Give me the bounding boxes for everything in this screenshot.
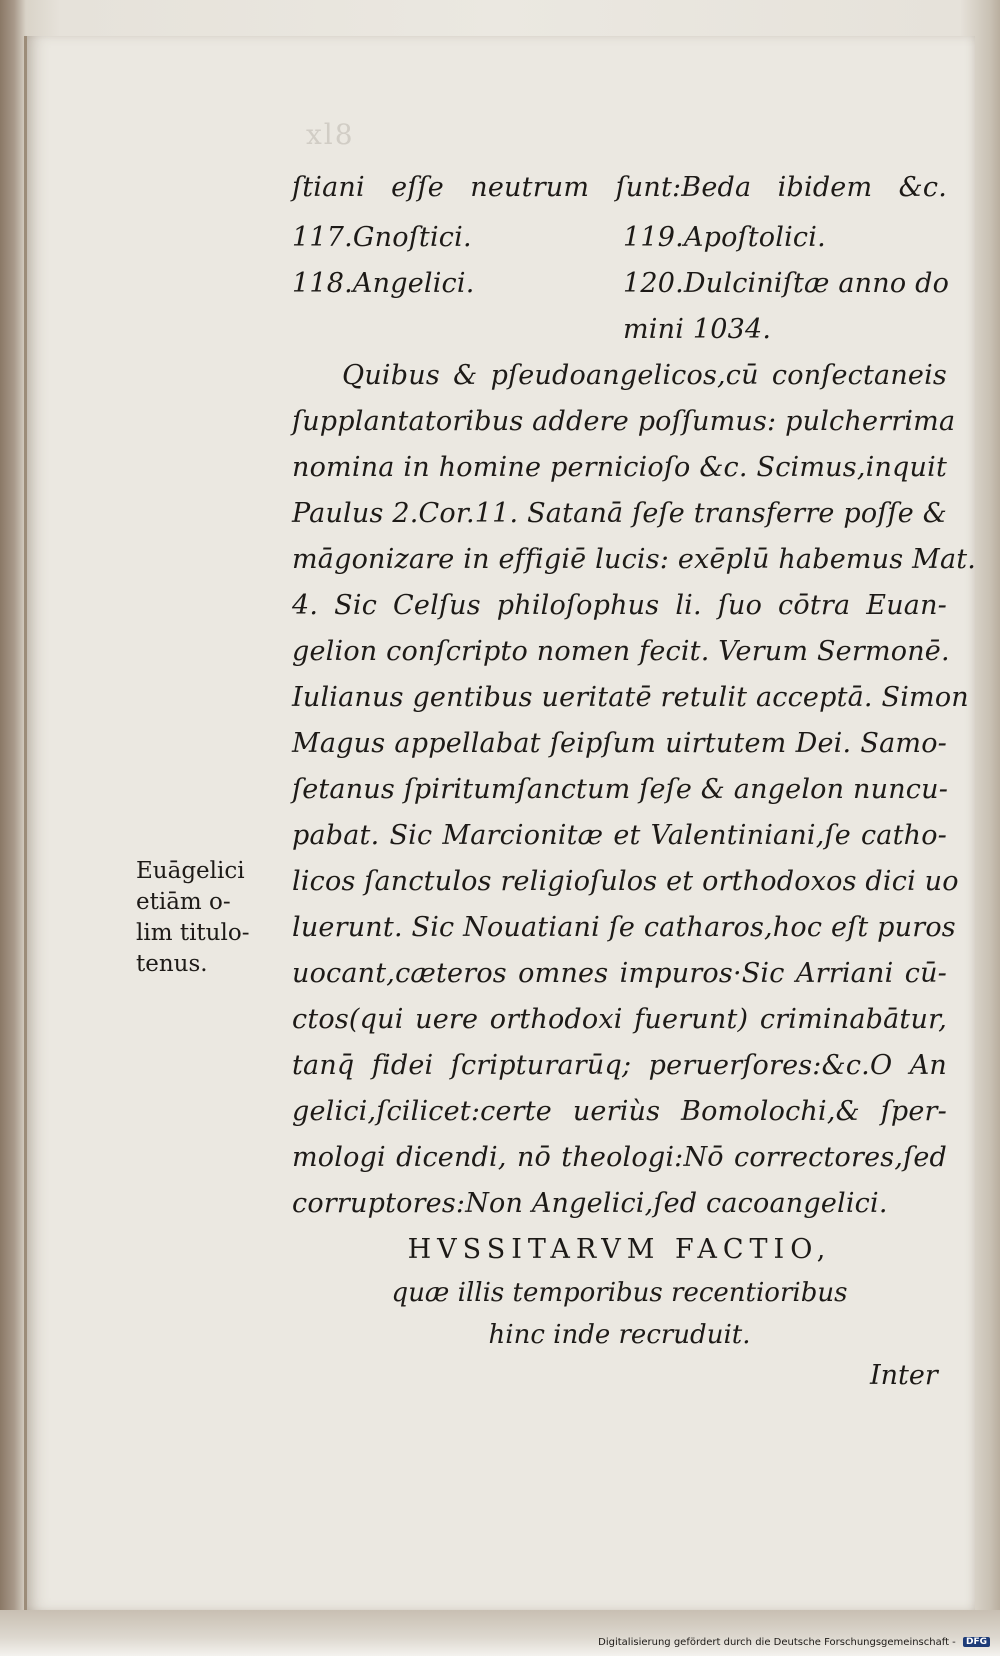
dfg-logo-icon: DFG bbox=[963, 1637, 990, 1647]
text-line-9: Iulianus gentibus ueritatē retulit acceptā. Simon bbox=[292, 682, 969, 713]
text-line-11: ſetanus ſpiritumſanctum ſeſe & angelon nuncu- bbox=[292, 774, 949, 805]
text-line-12: pabat. Sic Marcionitæ et Valentiniani,ſe catho- bbox=[292, 820, 947, 851]
text-line-15: uocant,cæteros omnes impuros·Sic Arriani cū- bbox=[292, 958, 947, 989]
text-line-2: Quibus & pſeudoangelicos,cū conſectaneis bbox=[342, 360, 947, 391]
text-line-3: ſupplantatoribus addere poſſumus: pulcherrima bbox=[292, 406, 956, 437]
list-item-119: 119.Apoſtolici. bbox=[623, 222, 826, 253]
text-line-17: tanq̄ fidei ſcripturarūq; peruerſores:&c.O An bbox=[292, 1050, 947, 1081]
text-line-5: Paulus 2.Cor.11. Satanā ſeſe transferre poſſe & bbox=[292, 498, 947, 529]
text-line-16: ctos(qui uere orthodoxi fuerunt) criminabātur, bbox=[292, 1004, 947, 1035]
text-line-19: mologi dicendi, nō theologi:Nō correctores,ſed bbox=[292, 1142, 947, 1173]
text-line-1: ſtiani eſſe neutrum ſunt:Beda ibidem &c. bbox=[292, 172, 947, 203]
text-line-4: nomina in homine pernicioſo &c. Scimus,inquit bbox=[292, 452, 947, 483]
margin-note-line-1: Euāgelici bbox=[136, 858, 245, 884]
catchword: Inter bbox=[870, 1360, 938, 1391]
digitization-credit bbox=[598, 1637, 990, 1648]
text-line-13: licos ſanctulos religioſulos et orthodoxos dici uo bbox=[292, 866, 959, 897]
text-line-7: 4. Sic Celſus philoſophus li. ſuo cōtra Euan- bbox=[292, 590, 947, 621]
text-line-6: māgonizare in effigiē lucis: exēplū habemus Mat. bbox=[292, 544, 977, 575]
list-item-118: 118.Angelici. bbox=[292, 268, 475, 299]
list-item-120: 120.Dulciniſtæ anno do bbox=[623, 268, 950, 299]
text-line-18: gelici,ſcilicet:certe ueriùs Bomolochi,& ſper- bbox=[292, 1096, 947, 1127]
credit-text: Digitalisierung gefördert durch die Deutsche Forschungsgemeinschaft - bbox=[598, 1637, 956, 1648]
list-item-120-continued: mini 1034. bbox=[623, 314, 772, 345]
show-through-folio: xl8 bbox=[306, 118, 355, 151]
section-heading: HVSSITARVM FACTIO, bbox=[407, 1234, 832, 1265]
margin-note-line-3: lim titulo- bbox=[136, 920, 250, 946]
section-subheading-line-2: hinc inde recruduit. bbox=[488, 1320, 751, 1350]
section-subheading-line-1: quæ illis temporibus recentioribus bbox=[391, 1278, 848, 1308]
margin-note-line-2: etiām o- bbox=[136, 889, 231, 915]
margin-note-line-4: tenus. bbox=[136, 951, 208, 977]
list-item-117: 117.Gnoſtici. bbox=[292, 222, 472, 253]
text-line-14: luerunt. Sic Nouatiani ſe catharos,hoc eſt puros bbox=[292, 912, 956, 943]
scan-bottom-strip bbox=[0, 1610, 1000, 1656]
text-line-20: corruptores:Non Angelici,ſed cacoangelici. bbox=[292, 1188, 888, 1219]
text-line-8: gelion conſcripto nomen fecit. Verum Sermonē. bbox=[292, 636, 950, 667]
text-line-10: Magus appellabat ſeipſum uirtutem Dei. Samo- bbox=[292, 728, 947, 759]
